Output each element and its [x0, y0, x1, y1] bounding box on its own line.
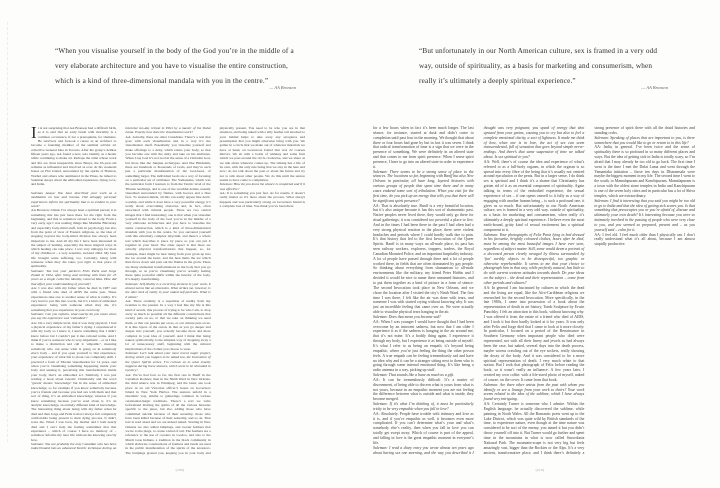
paragraph-answer: AA: There certainly is a repetition of nudity from my twenties to the present. In a way I feel like my life is this kind of search, this process of trying to be who I am, to drop away as much as possible all the different constrictions that society puts on us, or that we take on thinking we need them, or that our parents put on us, or our culture puts on us. It is like layers of the onion, in that as you go deeper and deeper into yourself, you actually become more and more complex in your idea of yourself. And I think that being naked, symbolically, is the simplest way of dropping away a lot of unnecessary stuff, beginning with the cultural implications of the clothes you choose to wear. [125, 299, 211, 351]
paragraph-answer: AA: I was also with my father when he died in 1987 and with a friend who died of AIDS the same year. These experiences take one to another sense of what is reality. It’s very hard to put this into words, but it’s a kind of embodied experience: being with someone when they die, it’s something that you experience in your own body. [31, 286, 117, 312]
paragraph-question: Suleman: I read a diary entry you wrote almost ten years ago about having sex one morning, and the way you described it I thought was very poignant; you speak of energy that shot upward from your groins, causing you to cry but also to feel a complete emotional clarity, a sort of lightness. It made me think of how, when one is in love, the act of sex can seem transcendental, full of sensation that goes beyond simple nerve-endings. And there’s that same suspension of time we talked about. Is sex spiritual to you? [373, 126, 585, 455]
paragraph-question: Suleman: Let’s talk about your most recent major project, during which you happen to be naked too, the Invocation of the Queer Spirits series. I’m curious as to what exactly happens during these séances, which seem to be shrouded in mystery? [125, 351, 211, 373]
paragraph-answer: AA: Actually, there are other Canadians. There’s a text that goes with each visualisation and in a way it’s the visualisation itself. Essentially you visualise yourself and make offerings to a deity, which enters your body, so that you become one with the deity and take on his attributes. When I say God it’s not God in the sense of a Christian God, but more like the Jungian archetypes. And like Hinduism, there are hundreds or thousands of Gods, and they’re each just a particular manifestation of the God-head, of something larger. The individual Gods are a way of focusing on a particular set of attributes. The Yamantaka, which was the particular form I learned, is from the Tantric level of the Tibetan teachings, and is one of the wrathful deities, usually visualised surrounded by flames, with hooves and a blue face. To western minds, all this can easily appear like devil-worship, and while it does have a very powerful energy, it’s really about overcoming obstacles and, in fact, often associated with cultural people. There are two central images that I find interesting; one is that when you visualise yourself in the body of the God you’re in the middle of a very elaborate architecture and you have to visualise the entire construction, which is a kind of three-dimensional mandala with you in the centre. So you surround yourself with this extremely complex labyrinth, and there’s a whole text which describes it piece by piece so you can put it together in your head. The other aspect is that there are actually physical transformations that happen, so, for example, there might be heat rising from your groin up into the ice around the heart, and the heat melts the ice which then flows down and puts out the flames in the groin. There are many elemental transformations in the body that you go through, so as you’re visualising you’re actually feeling these quite powerful shifts within the interior of the body. It’s deeply transforming. [125, 134, 211, 282]
paragraph-answer: AA Bronson: I think I’ve always been a spiritual person; it is something that has just been there for me right from the beginning, and that is somehow related to the body. From a very early age I was reading things like Madame Blavatsky and especially body-mind stuff, both in psychology but also from the point of view of Eastern religions, so the idea of stepping beyond the body-mind division has always been important to me. And all my life I have been interested in the subject of healing, especially the more magical ways in which healing can take place. I was very unhappy for most of my childhood – a very sensitive, isolated child. My later life brought some suffering, too. Certainly, being with someone when they die takes you right to that place of spirituality. [31, 208, 117, 269]
paragraph-answer: AA: On a very simple level, that it was truly physical. I had a physical experience of my father’s dying. I experienced it with my body so I knew it, I knew something that I didn’t know before but I couldn’t put it into rational terms. And I think if you’re someone who is very empathetic – or as I like to make a distinction and call it ‘empathic’, meaning somebody who can sense what is going on in somebody else’s body – and if you open yourself to that experience, your experience of what life is about can completely shift. I practiced a form of Tibetan visualisation for 14 years, and when you’re visualising something happening inside your body and sensing it, perceiving this transformation inside your body, that’s an embodied act. Similarly, I was just reading a book about Gnostic Christianity and the word ‘gnosis’ means ‘knowledge’ but in the sense of embodied knowledge; so for example if you know somebody because you’re friends and because you had sex with them and that sort of thing, it’s an embodied knowledge; whereas if you know something because you’ve read about it, it’s an analytic knowledge, an entirely different kind of knowledge. The interesting thing about being with my father when he died and then Jorge and Felix is that I always felt completely comfortable being present to their dying process. It didn’t scare me. When I was born, my mother and I both nearly died and I can’t help the feeling sometimes that that experience – which of course I have no memory of – somehow informs my later life without me knowing exactly how. [31, 320, 117, 442]
paragraph-question: Suleman: That sounds like a bane as much as a gift. [373, 373, 454, 378]
paragraph-answer: AA: Well, there’s of course the idea and experience of what’s referred to as a full-body orgasm, in which the orgasm is so spread into every fibre of the being that it’s usually not centred around ejaculation or the penis. But in a larger sense, I do think sex is spiritual and I think it’s a shame that Christianity has gotten rid of it as an essential component of spirituality. Again talking in terms of the embodied experience, the sexual experience of sex – if one opens oneself to it fully as a way of engaging with another human being – is such a profound one, it gives us so much. But unfortunately in our North American culture, sex is framed in a very odd way, outside of spirituality, as a basis for marketing and consumerism, when really it’s ultimately a deeply spiritual experience. I believe even the most earth-bound, gritty kind of sexual excitement has a spiritual component to it. [483, 159, 585, 232]
pull-quote-left: “When you visualise yourself in the body of the God you’re in the middle of a very elaborate architecture and you have to visualise the entire construction, which is a kind of three-dimensional mandala with you in the centre.” [55, 47, 294, 85]
paragraph-answer: for a few hours when in fact it’s been much longer. The last séance, for instance, started at dusk and didn’t come to completion until past four in the morning. We thought that about three or four hours had gone by but in fact it was seven. I think that radical transformation of time is a sign that we were in the presence of something. We were definitely in an altered state and that comes to me from spirit presence. When I sense spirit presence, I have to go into an altered state in order to experience it. [373, 126, 474, 169]
paragraph-answer: AA: I feel old. I feel much older than I physically am. I don’t really understand what it’s all about, because I am almost stupidly productive. [594, 232, 695, 247]
quote-attribution-right: — AA Bronson [641, 85, 668, 90]
paragraph-question: Suleman: Does that mean you became sad? [373, 314, 441, 319]
paragraph-answer: AA: We’ve had four so far, the first one in Banff in the Canadian Rockies; then in the Ninth Ward in New Orleans, the third séance was in Winnipeg; and the latest one took place in an old Victorian officer’s house on Governors Island in New York Harbor. The séances unfold in a ritualistic way, similar to gatherings common in various ceremonial-magic traditions. There’s a text we write beforehand inviting the spirits of all the various histories specific to the place, but also adding those who have committed suicide because of their sexuality, those who have been killed because of their sexuality, and so on. That text is read aloud and we are indeed naked. Starting in New Orleans we also added buttplugs, and rooster feathers that we tie to the plugs, to create a kind of tail. The feathers are a reference to the use of roosters in voodoo, and also to the Mardi Gras Indians, a tradition in the black community in which elaborate constructions of feathers and beads are used in the public manifestation of the spirits of the ancestors. The buttplugs ground you, keeping you in your body and physically present. You need to be who you are in that situation, and being naked with a silly feather tail attached to your behind helps to take away any arrogance and presumption that you might otherwise bring with you. We gather in a circle that we make out of whatever materials we have at hand, on Governors Island that was 22 courses mirrors. We sit with a bottle of whiskey and some fruit which we pass around the circle clockwise, and we share as we talk about whatever comes up. The talking has a life of its own, with the only rule being that we stay in the here and now; do not talk about the past or about the future and try not to talk about other people. We do this until the séance seems to have come to completion. [125, 126, 305, 455]
paragraph-question: Suleman: Are there other artists from the past with whom you identify or see a lineage from your work to theirs? Your work seems related to the idea of the sublime, which I have always found very intriguing. [483, 382, 585, 402]
paragraph-question: Suleman: Self-Nudity is a recurring element in your work, it almost seems like an obsession. What strikes me, however, is the utter lack of vanity in your naked self-portraits. What is it about? [125, 281, 211, 299]
quote-attribution-left: — AA Bronson [269, 85, 296, 90]
paragraph-question: Suleman: You are probably the only Canadian who has been indoctrinated into an advanced Tantric technique during an intensive ten-day retreat in Tibet by a master of the Dalai Lama. Exactly how does the visualisation work? [31, 126, 211, 451]
paragraph-answer: AA: Absolutely. People have trouble with intimacy and love as it is, and if you’re empathic as well, it becomes even more complicated. If you can’t determine what’s your and what’s somebody else’s reality, then when you fall in love you can totally get swept away. Which of course is part of the appeal, and falling in love is the great empathic moment in everyone’s life. [373, 411, 474, 445]
drop-cap: I [31, 126, 37, 142]
paragraph-answer: AA: Certainly Turner is someone who I admire. Within the English language, he actually discovered the sublime, while painting in North Wales. All the Romantic poets went up to the Lake District, which was quite wild by British standards of the time, to experience nature, even though at the time nature was considered to be sort of the enemy, you tamed it but you didn’t throw yourself off into it. But Turner would go further and spent time in the mountains in what is now called Snowdonia National Park. The mountain-scape is not very big but feels amazingly vast, bigger than the Rockies or the Alps. It’s a very ancient, transformative place, and I think there’s definitely a strong presence of spirit there with all the druid histories and standing rocks. [483, 126, 695, 455]
paragraph-question: Suleman: Your photographs of Felix Partz lying in bed dressed in his favourite, brightly coloured clothes, hours after he died, must be among the most beautiful images I have ever seen, regardless of subject matter. Still, some would deem a portrait of a deceased person clearly ravaged by illness surrounded by ‘fun’ earthly objects to be disrespectful, too graphic or otherwise reprehensible. It seems to me that your choice to photograph him in that way, while perfectly natural, has little to do with current western attitudes towards death. Do your ideas on the subject – the dead and their representation – come from other periods and cultures? [483, 232, 585, 285]
page-number-left: (209) [175, 468, 185, 472]
paragraph-answer: AA: That is absolutely true. Banff is a very beautiful location, but it’s also unique because it has this sort of shamanistic past. Native peoples never lived there, they would only go there for ritual gatherings; it was considered too powerful a place to live. And in the times I had been there in the past I had often had a very strong physical reaction to the place; there were violent headaches and periods where I could hardly walk due to pain. It’s that history that led to the first Invocation of the Queer Spirits. Banff is in many ways an all-male place, its past has seen railway workers, explorers, trappers, traders, the Royal Canadian Mounted Police, and an important hospitality industry. A lot of people have passed through there and a lot of people worked there, in fields that are often dominated by gay people. So thinking about everything from shamanism to all-male environments like the military, my friend Peter Hobbs and I decided it would be nice to name these unnamed histories, and to put them together as a kind of picture in a form of séance. The second Invocation took place in New Orleans, and we chose the location after I visited the city’s Ninth Ward. The first time I was there, I felt like the air was done with tears, and someone I was with started crying without knowing why. It was just an incredible feeling that came over us. We were actually able to visualise physical tears hanging in the air. [373, 203, 474, 315]
paragraph-question: Suleman: You lost your partners Felix Partz and Jorge Zontal in 1994, after living and working with them for 25 years as a single collective identity, General Idea. How did that affect your understanding of yourself? [31, 268, 117, 286]
page-number-right: (210) [535, 468, 545, 472]
paragraph-question: Suleman Anaya: You have described your work as a meditation on loss and trauma. Did unhappy personal experiences inform the spirituality that is so evident in your work? [31, 190, 117, 208]
paragraph-question: Suleman: There seems to be a strong sense of place to the séances. The locations so far, beginning with Banff but also New Orleans in particular, all have long, layered histories with various groups of people that spent time there and in many cases endured some sort of tribulation. When you visit for the first time, do you pick up an energy that tells you that there will be significant spirit presence? [373, 169, 474, 203]
paragraph-answer: AA: In general I am fascinated by cultures in which the dead and the living are equal, like the Afro-Caribbean religions we researched for the second Invocation. More specifically, in the late 1980s, I came into possession of a book about the representation of death in art history, Tomb Sculpture by Erwin Panofsky. I felt an attraction to this book, without knowing why. I was offered it from the estate of a friend who died of AIDS, and I took it but then hardly looked at it for years. It was only after Felix and Jorge died that I came to look at it more closely. In particular, I focused on a period of the Renaissance in Southern Germany when important people who died were represented, not with all their finery and jewels as had always been the case, but naked, several days into the death process, maybe worms crawling out of the eye sockets, really showing the decay of the body. And it was considered to be a more spiritual representation of death. I very much relate to that notion. But I took that photograph of Felix before reading the book, so it wasn’t really an influence. A few years later, I created my own coffin: with a life-sized photo of myself, naked of course, on the cover. It came from that book. [483, 285, 585, 382]
paragraph-answer: AA: It can be tremendously difficult. It’s a matter of discernment, of being able to discern what is yours from what is not yours, because in an empathic moment you are not feeling the difference between what is outside and what is inside, they become merged. [373, 377, 474, 402]
paragraph-answer: AA: It is something you just feel. As for results, it doesn’t really matter as it’s more about the process. What always happens and was particularly strong on Governors Island is a complete loss of time. You think you’ve been there [219, 190, 305, 208]
pull-quote-right: “But unfortunately in our North American culture, sex is framed in a very odd way, outside of spirituality, as a basis for marketing and consumerism, when really it’s ultimately a deeply spiritual experience.” [419, 47, 658, 85]
paragraph-question: Suleman: If it’s what I’m thinking of, it must be particularly tricky to be very empathic when you fall in love? [373, 402, 474, 411]
paragraph-question: Suleman: I find it interesting that you said you might be too old to go to India and that the idea of getting sick scares you. Is that something that preoccupies you or you’re afraid of, disease and ultimately your own death? It’s interesting because you were so intimately involved in the passing of people who were very close to you, and you seemed so prepared, present and – as you yourself said – calm for it. [594, 198, 695, 232]
paragraph-question: Suleman: How do you know the séance is completed and if it was effective? [219, 182, 305, 191]
paragraph-question: Suleman: Can you explain, what exactly do you mean when you say the experience was ‘embodied’? [31, 312, 117, 321]
article-body-right [373, 126, 695, 458]
scan-edge-artifact [7, 22, 9, 442]
paragraph-intro: It is not surprising that AA Bronson had a difficult birth, as it is said that an early brush with mortality is a common occurrence, if not a prerequisite, for shamans. He survived, and forsook a career as an architect to become a founding member of the seminal activist art collective General Idea in Toronto. After the group’s demise fifteen years ago, AA found a new, solo identity as a healer while continuing to make art. Perhaps the artist whose work and life are most inseparable since Beuys, the 65-year-old remains as influential and involved as ever. At his weekend house on Fire Island, surrounded by the spirits of Halston, Warhol and others who summered in the Pines, he talked to Suleman Anaya about the embodied experience, dying, love, and India. [31, 126, 117, 187]
article-body-left [31, 126, 305, 458]
paragraph-answer: AA: When I was younger I would have thought that I had been overcome by an innocent sadness, but now that I am older I experience it as if the sadness is hanging in the air around me, that it’s not mine. It’s a bodily thing again, I experience it through my body, but I experience it as being outside of myself. It’s what I refer to as being an empath, it’s beyond being empathic, where you’re just feeling the thing the other person feels. A true empath can be feeling tremendously sad and have no idea why and it can be a stranger sitting next to them who is going through some internal emotional thing. It’s like being a radio antenna in a way, picking up stuff. [373, 319, 474, 373]
paragraph-question: Suleman: Speaking of places that are important to you, is there somewhere that you would like to go or return to in this life? [594, 135, 695, 145]
paragraph-answer: AA: India, in general. I’ve been twice and the sense of spirituality there is so profound in so many different places and ways. But the idea of getting sick in India is totally scary, so I’m afraid that I may already be too old to go back. The first time I went is the time I met the Dalai Lama and went through the Yamantaka initiation – those ten days in Dharamsala were maybe the biggest moment in my life. The second time I went to the south, to Mamalapuram and Kanchipuram. Mamalapuram is a town with the oldest stone temples in India and Kanchipuram is one of the seven holy cities and in particular has a lot of Shiva temples, which are extraordinary. [594, 145, 695, 198]
